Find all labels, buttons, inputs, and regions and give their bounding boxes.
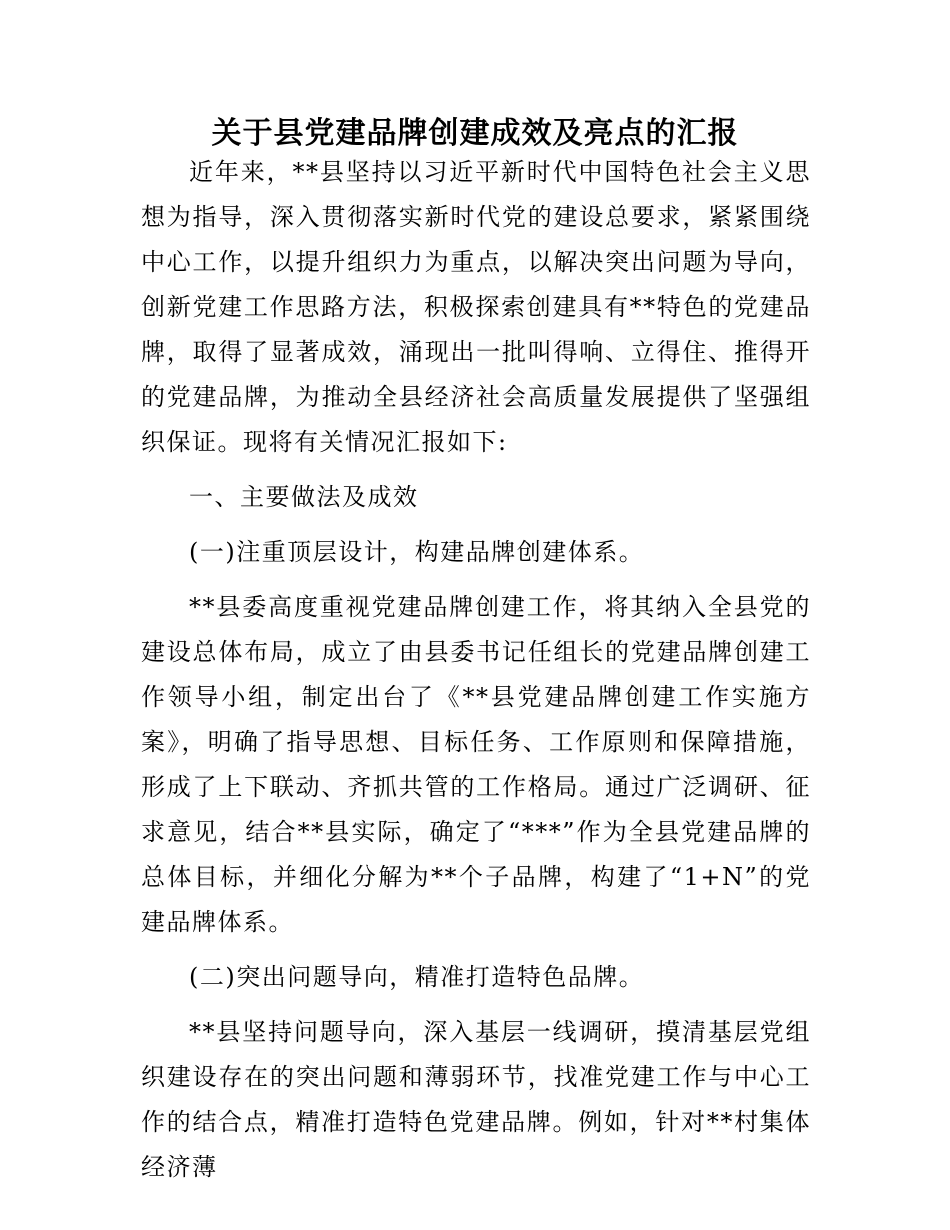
intro-paragraph: 近年来，**县坚持以习近平新时代中国特色社会主义思想为指导，深入贯彻落实新时代党的建设总要求，紧紧围绕中心工作，以提升组织力为重点，以解决突出问题为导向，创新党建工作思路方法，积极探索创建具有**特色的党建品牌，取得了显著成效，涌现出一批叫得响、立得住、推得开的党建品牌，为推动全县经济社会高质量发展提供了坚强组织保证。现将有关情况汇报如下: — [141, 158, 811, 456]
body-paragraph-1: **县委高度重视党建品牌创建工作，将其纳入全县党的建设总体布局，成立了由县委书记任组长的党建品牌创建工作领导小组，制定出台了《**县党建品牌创建工作实施方案》，明确了指导思想、目标任务、工作原则和保障措施，形成了上下联动、齐抓共管的工作格局。通过广泛调研、征求意见，结合**县实际，确定了“***”作为全县党建品牌的总体目标，并细化分解为**个子品牌，构建了“1+N”的党建品牌体系。 — [141, 593, 811, 936]
section-heading-1: 一、主要做法及成效 — [189, 483, 419, 511]
subsection-heading-2: (二)突出问题导向，精准打造特色品牌。 — [189, 963, 645, 991]
body-paragraph-2: **县坚持问题导向，深入基层一线调研，摸清基层党组织建设存在的突出问题和薄弱环节，找准党建工作与中心工作的结合点，精准打造特色党建品牌。例如，针对**村集体经济薄 — [141, 1018, 811, 1181]
document-title: 关于县党建品牌创建成效及亮点的汇报 — [211, 116, 739, 151]
subsection-heading-1: (一)注重顶层设计，构建品牌创建体系。 — [189, 538, 645, 566]
document-body — [141, 150, 811, 1190]
